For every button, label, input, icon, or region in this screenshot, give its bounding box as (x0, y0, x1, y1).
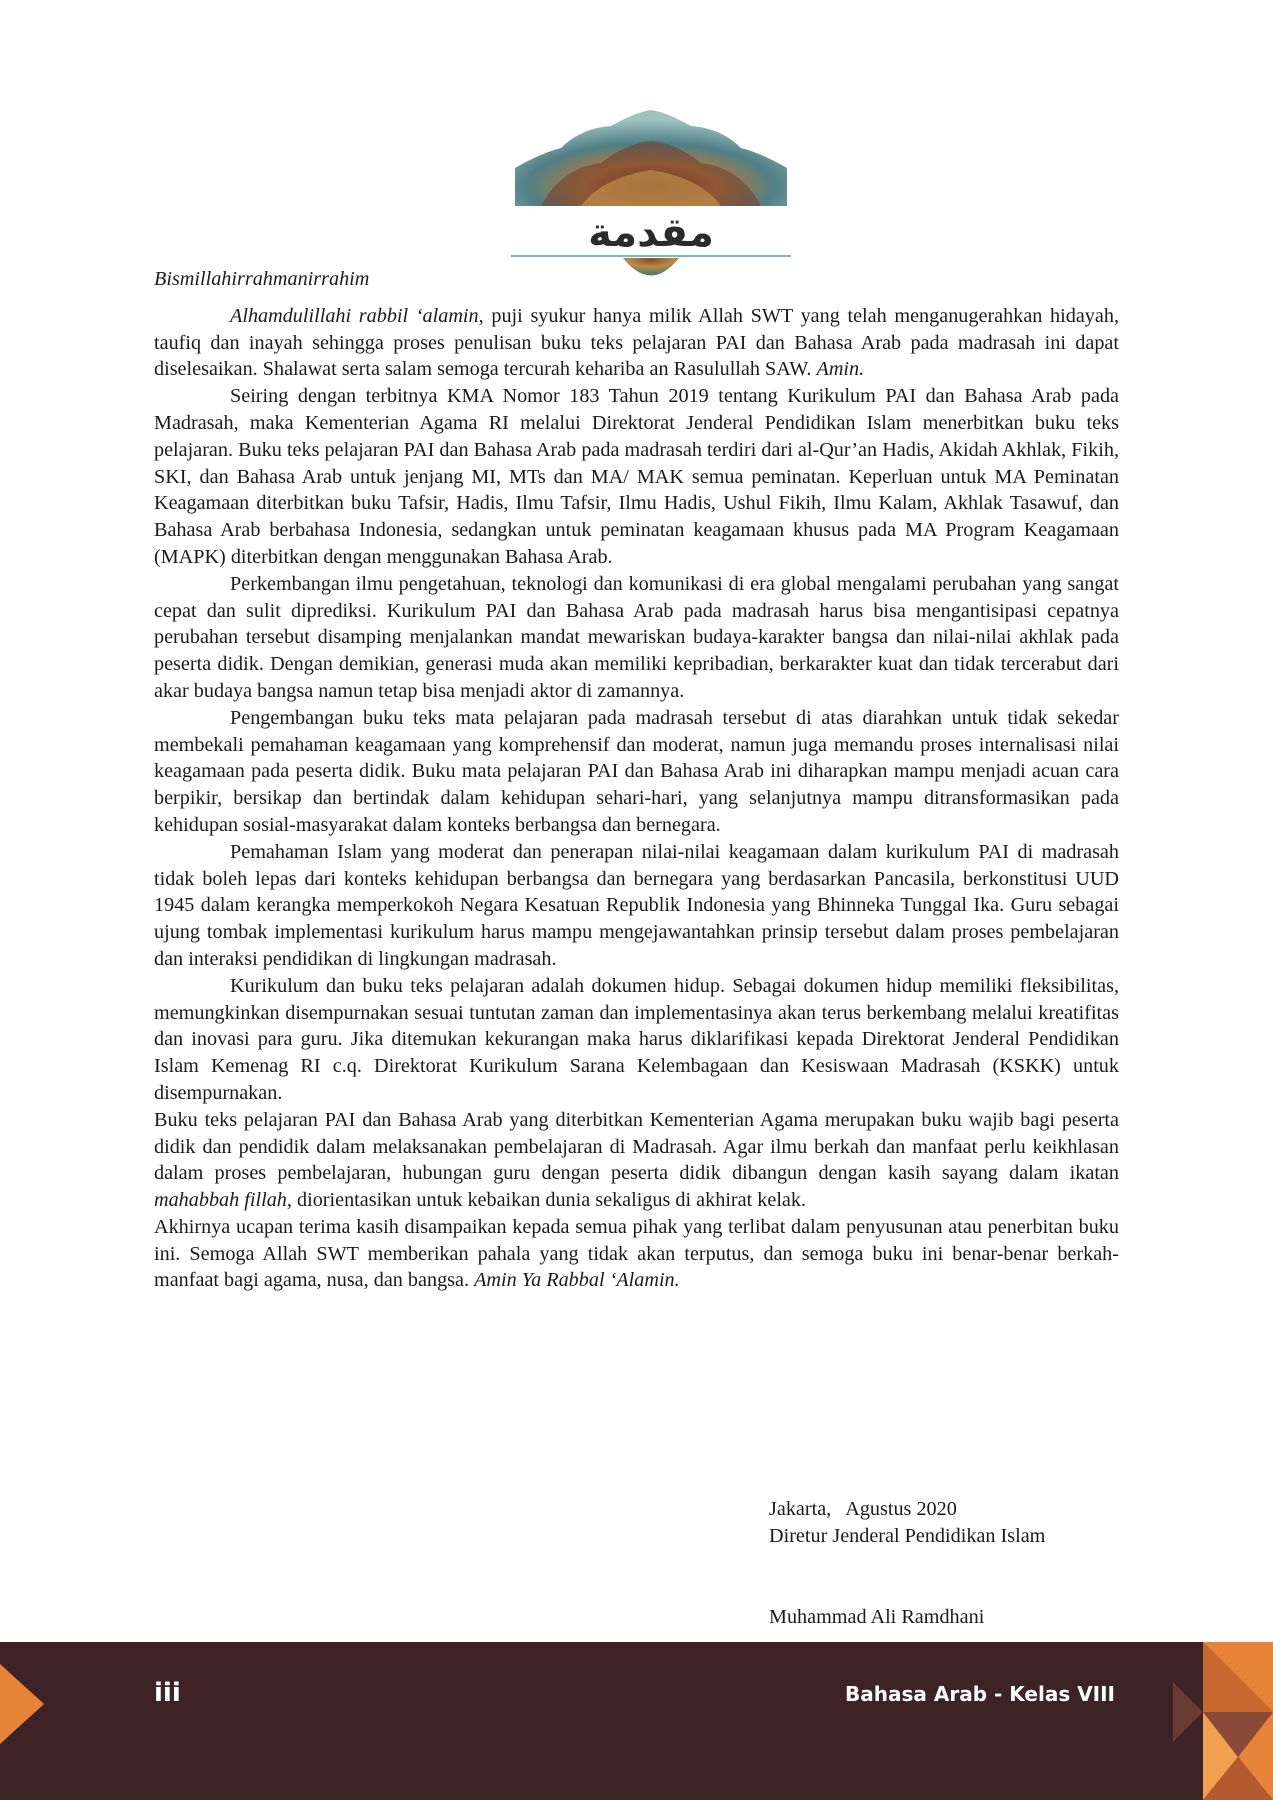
paragraph-4: Pengembangan buku teks mata pelajaran pada madrasah tersebut di atas diarahkan untuk tidak sekedar membekali pemahaman keagamaan yang komprehensif dan moderat, namun juga memandu proses internalisasi nilai keagamaan pada peserta didik. Buku mata pelajaran PAI dan Bahasa Arab ini diharapkan mampu menjadi acuan cara berpikir, bersikap dan bertindak dalam kehidupan sehari-hari, yang selanjutnya mampu ditransformasikan pada kehidupan sosial-masyarakat dalam konteks berbangsa dan bernegara. (154, 706, 1119, 836)
paragraph-8-italic: Amin Ya Rabbal ‘Alamin. (474, 1269, 680, 1292)
signature-place-date: Jakarta, Agustus 2020 (769, 1498, 957, 1520)
footer-left-triangle-icon (0, 1664, 46, 1744)
header-emblem (511, 108, 791, 288)
paragraph-1 (154, 303, 1119, 383)
page-footer (0, 1642, 1273, 1800)
paragraph-1-end: Amin. (816, 358, 865, 381)
paragraph-1-text: , puji syukur hanya milik Allah SWT yang telah menganugerahkan hidayah, taufiq dan inayah sehingga proses penulisan buku teks pelajaran PAI dan Bahasa Arab pada madrasah ini dapat diselesaikan. Shalawat serta salam semoga tercurah kehariba an Rasulullah SAW. (154, 304, 1119, 381)
paragraph-5: Pemahaman Islam yang moderat dan penerapan nilai-nilai keagamaan dalam kurikulum PAI di madrasah tidak boleh lepas dari konteks kehidupan berbangsa dan bernegara yang berdasarkan Pancasila, berkonstitusi UUD 1945 dalam kerangka memperkokoh Negara Kesatuan Republik Indonesia yang Bhinneka Tunggal Ika. Guru sebagai ujung tombak implementasi kurikulum harus mampu mengejawantahkan prinsip tersebut dalam proses pembelajaran dan interaksi pendidikan di lingkungan madrasah. (154, 840, 1119, 970)
paragraph-7 (154, 1107, 1119, 1214)
bismillah: Bismillahirrahmanirrahim (154, 268, 370, 290)
paragraph-7-text: Buku teks pelajaran PAI dan Bahasa Arab yang diterbitkan Kementerian Agama merupakan buku wajib bagi peserta didik dan pendidik dalam melaksanakan pembelajaran di Madrasah. Agar ilmu berkah dan manfaat perlu keikhlasan dalam proses pembelajaran, hubungan guru dengan peserta didik dibangun dengan kasih sayang dalam ikatan (154, 1108, 1119, 1185)
book-title: Bahasa Arab - Kelas VIII (845, 1682, 1115, 1706)
paragraph-8 (154, 1214, 1119, 1294)
paragraph-1-italic: Alhamdulillahi rabbil ‘alamin (230, 304, 479, 327)
paragraph-8-text: Akhirnya ucapan terima kasih disampaikan kepada semua pihak yang terlibat dalam penyusunan atau penerbitan buku ini. Semoga Allah SWT memberikan pahala yang tidak akan terputus, dan semoga buku ini benar-benar berkah-manfaat bagi agama, nusa, dan bangsa. (154, 1215, 1119, 1292)
paragraph-7-end: , diorientasikan untuk kebaikan dunia sekaligus di akhirat kelak. (286, 1189, 807, 1212)
paragraph-6: Kurikulum dan buku teks pelajaran adalah dokumen hidup. Sebagai dokumen hidup memiliki fleksibilitas, memungkinkan disempurnakan sesuai tuntutan zaman dan implementasinya akan terus berkembang melalui kreatifitas dan inovasi para guru. Jika ditemukan kekurangan maka harus diklarifikasi kepada Direktorat Jenderal Pendidikan Islam Kemenag RI c.q. Direktorat Kurikulum Sarana Kelembagaan dan Kesiswaan Madrasah (KSKK) untuk disempurnakan. (154, 974, 1119, 1104)
paragraph-7-italic: mahabbah fillah (154, 1189, 287, 1212)
footer-geometric-decoration-icon (1163, 1642, 1273, 1800)
signature-name: Muhammad Ali Ramdhani (769, 1606, 985, 1628)
signature-block (769, 1496, 1045, 1631)
page-number: iii (154, 1678, 181, 1708)
ornament-image (511, 108, 791, 288)
paragraph-2: Seiring dengan terbitnya KMA Nomor 183 Tahun 2019 tentang Kurikulum PAI dan Bahasa Arab pada Madrasah, maka Kementerian Agama RI melalui Direktorat Jenderal Pendidikan Islam menerbitkan buku teks pelajaran. Buku teks pelajaran PAI dan Bahasa Arab pada madrasah terdiri dari al-Qur’an Hadis, Akidah Akhlak, Fikih, SKI, dan Bahasa Arab untuk jenjang MI, MTs dan MA/ MAK semua peminatan. Keperluan untuk MA Peminatan Keagamaan diterbitkan buku Tafsir, Hadis, Ilmu Tafsir, Ilmu Hadis, Ushul Fikih, Ilmu Kalam, Akhlak Tasawuf, dan Bahasa Arab berbahasa Indonesia, sedangkan untuk peminatan keagamaan khusus pada MA Program Keagamaan (MAPK) diterbitkan dengan menggunakan Bahasa Arab. (154, 385, 1119, 568)
signature-position: Diretur Jenderal Pendidikan Islam (769, 1525, 1046, 1547)
foreword-body (154, 266, 1119, 1294)
paragraph-3: Perkembangan ilmu pengetahuan, teknologi dan komunikasi di era global mengalami perubahan yang sangat cepat dan sulit diprediksi. Kurikulum PAI dan Bahasa Arab pada madrasah harus bisa mengantisipasi cepatnya perubahan tersebut disamping menjalankan mandat mewariskan budaya-karakter bangsa dan nilai-nilai akhlak pada peserta didik. Dengan demikian, generasi muda akan memiliki kepribadian, berkarakter kuat dan tidak tercerabut dari akar budaya bangsa namun tetap bisa menjadi aktor di zamannya. (154, 572, 1119, 702)
arabic-title: مقدمة (588, 210, 714, 256)
